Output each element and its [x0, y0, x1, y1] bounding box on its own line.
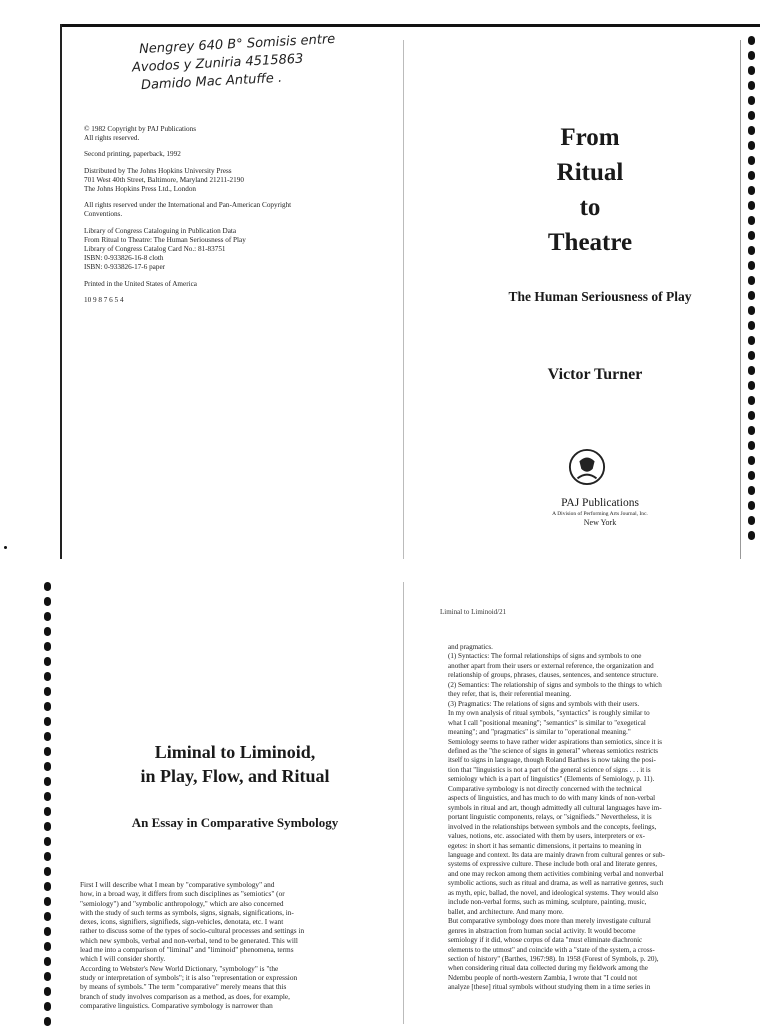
text-line: and one may reckon among them activities combining verbal and nonverbal: [448, 869, 664, 878]
text-line: genres in abstraction from human social activity. It would become: [448, 926, 636, 935]
binding-ring: [44, 672, 51, 681]
text-line: comparative linguistics. Comparative symbology is narrower than: [80, 1000, 273, 1010]
binding-ring: [748, 36, 755, 45]
rights-line: Conventions.: [84, 210, 123, 219]
isbn-line: ISBN: 0-933826-16-8 cloth: [84, 254, 164, 263]
binding-ring: [44, 627, 51, 636]
binding-ring: [44, 597, 51, 606]
text-line: which new symbols, verbal and non-verbal, tend to be generated. This will: [80, 935, 298, 945]
text-line: elements to the utmost" and coincide with a "state of the system, a cross-: [448, 945, 655, 954]
handwritten-line: Avodos y Zuniria 4515863: [131, 51, 304, 76]
text-line: ballet, and architecture. And many more.: [448, 907, 564, 916]
publisher-block: [480, 497, 720, 527]
binding-ring: [748, 516, 755, 525]
spiral-binding-right: [748, 36, 755, 540]
publisher-name: PAJ Publications: [561, 497, 639, 509]
binding-ring: [748, 96, 755, 105]
copyright-line: © 1982 Copyright by PAJ Publications: [84, 125, 197, 133]
page-left-edge: [60, 24, 62, 559]
spiral-binding-left: [44, 582, 51, 1026]
binding-ring: [44, 717, 51, 726]
right-page-body: [448, 643, 719, 993]
text-line: In my own analysis of ritual symbols, "syntactics" is roughly similar to: [448, 709, 650, 718]
publisher-division: A Division of Performing Arts Journal, Inc.: [552, 511, 648, 517]
binding-ring: [748, 246, 755, 255]
text-line: Comparative symbology is not directly concerned with the technical: [448, 784, 642, 793]
binding-ring: [748, 366, 755, 375]
binding-ring: [44, 942, 51, 951]
text-line: tion that "linguistics is not a part of the general science of signs . . . it is: [448, 765, 651, 774]
binding-ring: [44, 927, 51, 936]
publisher-logo-icon: [568, 448, 606, 486]
binding-ring: [748, 231, 755, 240]
binding-ring: [748, 141, 755, 150]
binding-ring: [44, 612, 51, 621]
text-line: According to Webster's New World Dictionary, "symbology" is "the: [80, 963, 279, 973]
binding-ring: [748, 66, 755, 75]
scan-speck: [4, 546, 7, 549]
binding-ring: [44, 867, 51, 876]
binding-ring: [44, 852, 51, 861]
binding-ring: [748, 531, 755, 540]
printing-sequence-line: 10 9 8 7 6 5 4: [84, 295, 124, 304]
text-line: branch of study involves comparison as a method, as does, for example,: [80, 991, 290, 1001]
text-line: study or interpretation of symbols"; it is also "representation or expression: [80, 972, 298, 982]
distributor-line: 701 West 40th Street, Baltimore, Maryland 21211-2190: [84, 175, 244, 184]
text-line: Semiology seems to have rather wider aspirations than semiotics, since it is: [448, 737, 662, 746]
copyright-block: [84, 125, 374, 143]
text-line: relationship of groups, phrases, clauses, sentences, and sentence structure.: [448, 671, 659, 680]
binding-ring: [748, 441, 755, 450]
text-line: values, notions, etc. associated with them by users, interpreters or ex-: [448, 832, 645, 841]
text-line: But comparative symbology does more than merely investigate cultural: [448, 917, 651, 926]
text-line: (3) Pragmatics: The relations of signs and symbols with their users.: [448, 699, 640, 708]
rights-line: All rights reserved under the International and Pan-American Copyright: [84, 201, 292, 210]
binding-ring: [748, 411, 755, 420]
text-line: "semiology") and "symbolic anthropology," which are also concerned: [80, 898, 284, 908]
binding-ring: [44, 642, 51, 651]
text-line: egetes: in short it has semantic dimensions, it pertains to meaning in: [448, 841, 642, 850]
text-line: and pragmatics.: [448, 643, 493, 651]
binding-ring: [748, 321, 755, 330]
printing-sequence: [84, 296, 374, 305]
binding-ring: [44, 657, 51, 666]
binding-ring: [748, 471, 755, 480]
scan-top-edge: [60, 24, 760, 27]
binding-ring: [748, 501, 755, 510]
text-line: aspects of linguistics, and has much to do with many kinds of non-verbal: [448, 794, 656, 803]
binding-ring: [748, 171, 755, 180]
essay-title: [85, 740, 385, 788]
binding-ring: [748, 216, 755, 225]
binding-ring: [44, 1017, 51, 1026]
handwritten-note: [131, 31, 338, 95]
text-line: they refer, that is, their referential meaning.: [448, 690, 572, 699]
binding-ring: [748, 351, 755, 360]
cataloguing-line: Library of Congress Catalog Card No.: 81-83751: [84, 245, 226, 254]
cataloguing-line: From Ritual to Theatre: The Human Seriousness of Play: [84, 235, 246, 244]
binding-ring: [44, 687, 51, 696]
binding-ring: [748, 486, 755, 495]
binding-ring: [44, 882, 51, 891]
binding-ring: [748, 276, 755, 285]
text-line: semiology if it did, whose corpus of data "must eliminate diachronic: [448, 936, 643, 945]
running-header: Liminal to Liminoid/21: [440, 608, 507, 616]
essay-title-line: Liminal to Liminoid,: [154, 742, 316, 762]
text-line: how, in a broad way, it differs from such disciplines as "semiotics" (or: [80, 889, 285, 899]
text-line: rather to discuss some of the types of socio-cultural processes and settings in: [80, 926, 305, 936]
book-title: [460, 120, 720, 260]
text-line: by means of symbols." The term "comparative" merely means that this: [80, 982, 287, 992]
text-line: lead me into a comparison of "liminal" and "liminoid" phenomena, terms: [80, 945, 294, 955]
binding-ring: [44, 897, 51, 906]
copyright-page: [84, 125, 374, 312]
binding-ring: [44, 702, 51, 711]
binding-ring: [44, 957, 51, 966]
binding-ring: [748, 51, 755, 60]
text-line: systems of expressive culture. These include both oral and literate genres,: [448, 860, 658, 869]
binding-ring: [44, 777, 51, 786]
text-line: dexes, icons, signifiers, signifieds, sign-vehicles, denotata, etc. I want: [80, 917, 284, 927]
book-subtitle: The Human Seriousness of Play: [508, 289, 692, 304]
binding-ring: [44, 1002, 51, 1011]
text-line: analyze [these] ritual symbols without studying them in a time series in: [448, 983, 651, 992]
binding-ring: [748, 156, 755, 165]
binding-ring: [748, 396, 755, 405]
binding-ring: [44, 972, 51, 981]
binding-ring: [748, 81, 755, 90]
isbn-line: ISBN: 0-933826-17-6 paper: [84, 263, 166, 272]
binding-ring: [44, 822, 51, 831]
essay-title-line: in Play, Flow, and Ritual: [140, 766, 330, 786]
text-line: First I will describe what I mean by "comparative symbology" and: [80, 880, 275, 889]
text-line: semiology which is a part of linguistics" (Elements of Semiology, p. 11).: [448, 775, 655, 784]
text-line: symbolic actions, such as ritual and drama, as well as narrative genres, such: [448, 879, 664, 888]
text-line: when considering ritual data collected during my fieldwork among the: [448, 964, 648, 973]
text-line: symbols in ritual and art, though admittedly all cultural languages have im-: [448, 803, 662, 812]
publisher-city: New York: [583, 518, 617, 527]
text-line: involved in the relationships between symbols and the concepts, feelings,: [448, 822, 657, 831]
essay-body: [80, 880, 352, 1010]
text-line: (2) Semantics: The relationship of signs and symbols to the things to which: [448, 680, 662, 689]
page-gutter: [403, 40, 404, 559]
printed-in-block: [84, 280, 374, 289]
cataloguing-block: [84, 227, 374, 273]
author-name: Victor Turner: [547, 366, 643, 383]
binding-ring: [748, 306, 755, 315]
text-line: another apart from their users or external reference, the organization and: [448, 661, 654, 670]
title-line: Ritual: [556, 159, 624, 186]
page-gutter-lower: [403, 582, 404, 1024]
title-line: From: [560, 124, 620, 151]
essay-subtitle: An Essay in Comparative Symbology: [131, 815, 339, 830]
text-line: portant linguistic components, relays, or "signifieds." Nevertheless, it is: [448, 813, 652, 822]
printing-line: Second printing, paperback, 1992: [84, 150, 181, 159]
text-line: with the study of such terms as symbols, signs, signals, significations, in-: [80, 907, 294, 917]
text-line: which I will consider shortly.: [80, 954, 166, 964]
text-line: as myth, epic, ballad, the novel, and ideological systems. They would also: [448, 888, 659, 897]
copyright-line: All rights reserved.: [84, 134, 140, 143]
printed-in-line: Printed in the United States of America: [84, 279, 197, 288]
binding-ring: [748, 261, 755, 270]
text-line: language and context. Its data are mainly drawn from cultural genres or sub-: [448, 850, 665, 859]
printing-block: [84, 150, 374, 159]
binding-ring: [748, 111, 755, 120]
binding-ring: [44, 747, 51, 756]
distributor-block: [84, 167, 374, 195]
binding-ring: [748, 201, 755, 210]
text-line: defined as the "the science of signs in general" whereas semiotics restricts: [448, 746, 659, 755]
binding-ring: [44, 792, 51, 801]
text-line: Ndembu people of north-western Zambia, I wrote that "I could not: [448, 973, 638, 982]
text-line: include non-verbal forms, such as miming, sculpture, painting, music,: [448, 898, 647, 907]
rights-block: [84, 201, 374, 219]
distributor-line: Distributed by The Johns Hopkins University Press: [84, 166, 232, 175]
binding-ring: [748, 381, 755, 390]
binding-ring: [44, 837, 51, 846]
binding-ring: [44, 987, 51, 996]
text-line: itself to signs in language, though Roland Barthes is now taking the posi-: [448, 756, 656, 765]
binding-ring: [44, 807, 51, 816]
binding-ring: [44, 732, 51, 741]
handwritten-line: Damido Mac Antuffe .: [140, 70, 283, 94]
text-line: what I call "positional meaning"; "semantics" is similar to "exegetical: [448, 718, 646, 727]
text-line: section of history" (Barthes, 1967:98). In 1958 (Forest of Symbols, p. 20),: [448, 954, 659, 963]
binding-ring: [44, 912, 51, 921]
binding-ring: [748, 336, 755, 345]
handwritten-line: Nengrey 640 B° Somisis entre: [138, 31, 336, 58]
distributor-line: The Johns Hopkins Press Ltd., London: [84, 185, 197, 194]
binding-ring: [44, 582, 51, 591]
binding-ring: [748, 186, 755, 195]
cataloguing-line: Library of Congress Cataloguing in Publication Data: [84, 226, 237, 235]
binding-ring: [44, 762, 51, 771]
binding-ring: [748, 126, 755, 135]
title-line: Theatre: [547, 229, 633, 256]
title-line: to: [579, 194, 601, 221]
text-line: (1) Syntactics: The formal relationships of signs and symbols to one: [448, 652, 642, 661]
text-line: meaning"; and "pragmatics" is similar to "operational meaning.": [448, 728, 631, 737]
binding-ring: [748, 426, 755, 435]
binding-ring: [748, 456, 755, 465]
